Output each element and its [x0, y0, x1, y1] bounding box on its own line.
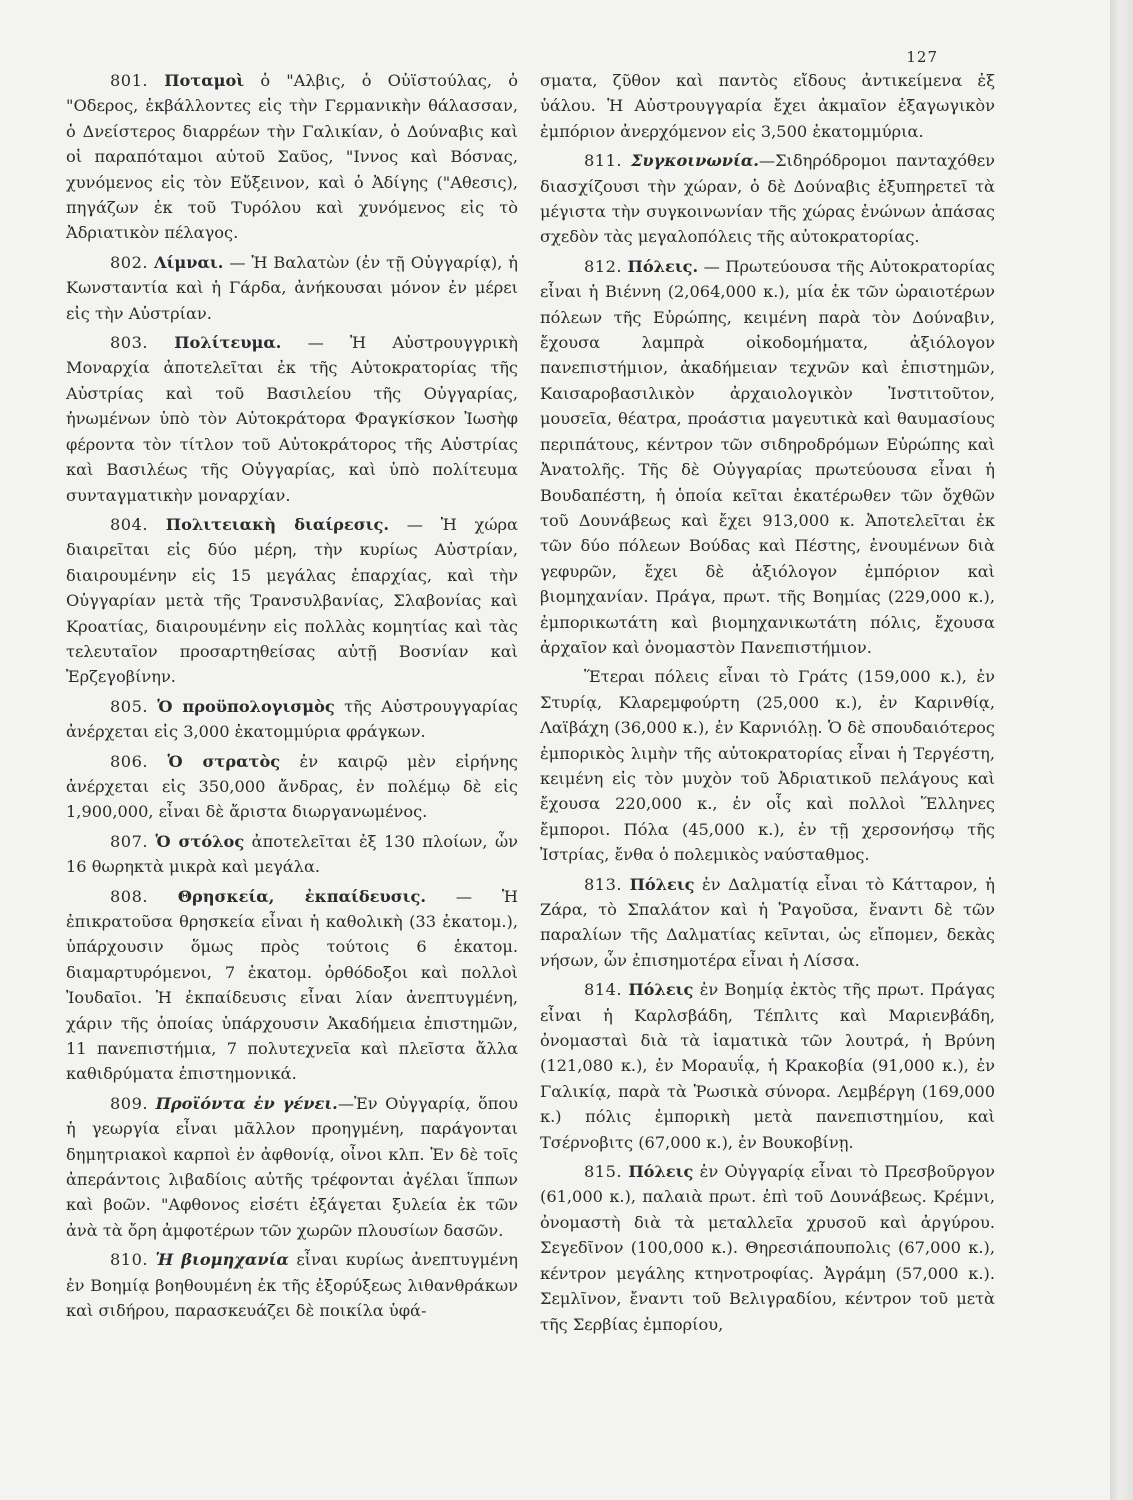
- right-column: [540, 68, 995, 1341]
- paragraph-810: 810. Ἡ βιομηχανία εἶναι κυρίως ἀνεπτυγμένη ἐν Βοημίᾳ βοηθουμένη ἐκ τῆς ἐξορύξεως λιθανθράκων καὶ σιδήρου, παρασκευάζει δὲ ποικίλα ὑφά-: [66, 1250, 518, 1321]
- paragraph-811: 811. Συγκοινωνία.—Σιδηρόδρομοι πανταχόθεν διασχίζουσι τὴν χώραν, ὁ δὲ Δούναβις ἐξυπηρετεῖ τὰ μέγιστα τὴν συγκοινωνίαν τῆς χώρας ἑνώνων ἁπάσας σχεδὸν τὰς μεγαλοπόλεις τῆς αὐτοκρατορίας.: [540, 151, 995, 247]
- paragraph-812-other-cities: Ἕτεραι πόλεις εἶναι τὸ Γράτς (159,000 κ.), ἐν Στυρίᾳ, Κλαρεμφούρτη (25,000 κ.), ἐν Καρινθίᾳ, Λαϊβάχη (36,000 κ.), ἐν Καρνιόλῃ. Ὁ δὲ σπουδαιότερος ἐμπορικὸς λιμὴν τῆς αὐτοκρατορίας εἶναι ἡ Τεργέστη, κειμένη εἰς τὸν μυχὸν τοῦ Ἀδριατικοῦ πελάγους καὶ ἔχουσα 220,000 κ., ἐν οἷς καὶ πολλοὶ Ἕλληνες ἔμποροι. Πόλα (45,000 κ.), ἐν τῇ χερσονήσῳ τῆς Ἰστρίας, ἔνθα ὁ πολεμικὸς ναύσταθμος.: [540, 667, 995, 865]
- paragraph-802: 802. Λίμναι. — Ἡ Βαλατὼν (ἐν τῇ Οὐγγαρίᾳ), ἡ Κωνσταντία καὶ ἡ Γάρδα, ἀνήκουσαι μόνον ἐν μέρει εἰς τὴν Αὐστρίαν.: [66, 252, 518, 323]
- paragraph-801: 801. Ποταμοὶ ὁ "Αλβις, ὁ Οὐϊστούλας, ὁ "Οδερος, ἐκβάλλοντες εἰς τὴν Γερμανικὴν θάλασσαν, ὁ Δνείστερος διαρρέων τὴν Γαλικίαν, ὁ Δούναβις καὶ οἱ παραπόταμοι αὐτοῦ Σαῦος, "Ιννος καὶ Βόσνας, χυνόμενος εἰς τὸν Εὔξεινον, καὶ ὁ Ἀδίγης ("Αθεσις), πηγάζων ἐκ τοῦ Τυρόλου καὶ χυνόμενος εἰς τὸ Ἀδριατικὸν πέλαγος.: [66, 71, 518, 243]
- paragraph-804: 804. Πολιτειακὴ διαίρεσις. — Ἡ χώρα διαιρεῖται εἰς δύο μέρη, τὴν κυρίως Αὐστρίαν, διαιρουμένην εἰς 15 μεγάλας ἐπαρχίας, καὶ τὴν Οὐγγαρίαν μετὰ τῆς Τρανσυλβανίας, Σλαβονίας καὶ Κροατίας, διαιρουμένην εἰς πολλὰς κομητίας καὶ τὰς τελευταῖον προσαρτηθείσας αὐτῇ Βοσνίαν καὶ Ἑρζεγοβίνην.: [66, 514, 518, 687]
- paragraph-803: 803. Πολίτευμα. — Ἡ Αὐστρουγγρικὴ Μοναρχία ἀποτελεῖται ἐκ τῆς Αὐτοκρατορίας τῆς Αὐστρίας καὶ τοῦ Βασιλείου τῆς Οὐγγαρίας, ἡνωμένων ὑπὸ τὸν Αὐτοκράτορα Φραγκίσκον Ἰωσὴφ φέροντα τὸν τίτλον τοῦ Αὐτοκράτορος τῆς Αὐστρίας καὶ Βασιλέως τῆς Οὐγγαρίας, καὶ ὑπὸ πολίτευμα συνταγματικὴν μοναρχίαν.: [66, 333, 518, 505]
- column-gutter: [529, 68, 530, 1388]
- page-number: 127: [906, 48, 938, 66]
- paragraph-806: 806. Ὁ στρατὸς ἐν καιρῷ μὲν εἰρήνης ἀνέρχεται εἰς 350,000 ἄνδρας, ἐν πολέμῳ δὲ εἰς 1,900,000, εἶναι δὲ ἄριστα διωργανωμένος.: [66, 751, 518, 822]
- page-edge-shadow: [1110, 0, 1133, 1500]
- paragraph-809: 809. Προϊόντα ἐν γένει.—Ἐν Οὐγγαρίᾳ, ὅπου ἡ γεωργία εἶναι μᾶλλον προηγμένη, παράγονται δημητριακοὶ καρποὶ ἐν ἀφθονίᾳ, οἶνοι κλπ. Ἐν δὲ τοῖς ἀπεράντοις λιβαδίοις αὐτῆς τρέφονται ἀγέλαι ἵππων καὶ βοῶν. "Αφθονος εἰσέτι ἐξάγεται ξυλεία ἐκ τῶν ἀνὰ τὰ ὄρη ἀμφοτέρων τῶν χωρῶν πλουσίων δασῶν.: [66, 1093, 518, 1240]
- left-column: [66, 68, 518, 1328]
- paragraph-810-continued: σματα, ζῦθον καὶ παντὸς εἴδους ἀντικείμενα ἐξ ὑάλου. Ἡ Αὐστρουγγαρία ἔχει ἀκμαῖον ἐξαγωγικὸν ἐμπόριον ἀνερχόμενον εἰς 3,500 ἑκατομμύρια.: [540, 71, 995, 141]
- paragraph-812: 812. Πόλεις. — Πρωτεύουσα τῆς Αὐτοκρατορίας εἶναι ἡ Βιέννη (2,064,000 κ.), μία ἐκ τῶν ὡραιοτέρων πόλεων τῆς Εὐρώπης, κειμένη παρὰ τὸν Δούναβιν, ἔχουσα λαμπρὰ οἰκοδομήματα, ἀξιόλογον πανεπιστήμιον, ἀκαδήμειαν τεχνῶν καὶ ἐπιστημῶν, Καισαροβασιλικὸν ἀρχαιολογικὸν Ἰνστιτοῦτον, μουσεῖα, θέατρα, προάστια μαγευτικὰ καὶ θαυμασίους περιπάτους, κέντρον τῶν σιδηροδρόμων Εὐρώπης καὶ Ἀνατολῆς. Τῆς δὲ Οὐγγαρίας πρωτεύουσα εἶναι ἡ Βουδαπέστη, ἡ ὁποία κεῖται ἑκατέρωθεν τῶν ὄχθῶν τοῦ Δουνάβεως καὶ ἔχει 913,000 κ. Ἀποτελεῖται ἐκ τῶν δύο πόλεων Βούδας καὶ Πέστης, ἑνουμένων διὰ γεφυρῶν, ἔχει δὲ ἀξιόλογον ἐμπόριον καὶ βιομηχανίαν. Πράγα, πρωτ. τῆς Βοημίας (229,000 κ.), ἐμπορικωτάτη καὶ βιομηχανικωτάτη πόλις, ἔχουσα ἀρχαῖον καὶ ὀνομαστὸν Πανεπιστήμιον.: [540, 256, 995, 657]
- paragraph-814: 814. Πόλεις ἐν Βοημίᾳ ἐκτὸς τῆς πρωτ. Πράγας εἶναι ἡ Καρλσβάδη, Τέπλιτς καὶ Μαριενβάδη, ὀνομασταὶ διὰ τὰ ἰαματικὰ τῶν λουτρά, ἡ Βρύνη (121,080 κ.), ἐν Μοραυΐᾳ, ἡ Κρακοβία (91,000 κ.), ἐν Γαλικίᾳ, παρὰ τὰ Ῥωσικὰ σύνορα. Λεμβέργη (169,000 κ.) πόλις ἐμπορικὴ μετὰ πανεπιστημίου, καὶ Τσέρνοβιτς (67,000 κ.), ἐν Βουκοβίνῃ.: [540, 980, 995, 1152]
- paragraph-808: 808. Θρησκεία, ἐκπαίδευσις. — Ἡ ἐπικρατοῦσα θρησκεία εἶναι ἡ καθολικὴ (33 ἑκατομ.), ὑπάρχουσιν ὅμως πρὸς τούτοις 6 ἑκατομ. διαμαρτυρόμενοι, 7 ἑκατομ. ὀρθόδοξοι καὶ πολλοὶ Ἰουδαῖοι. Ἡ ἐκπαίδευσις εἶναι λίαν ἀνεπτυγμένη, χάριν τῆς ὁποίας ὑπάρχουσιν Ἀκαδήμεια ἐπιστημῶν, 11 πανεπιστήμια, 7 πολυτεχνεῖα καὶ πλεῖστα ἄλλα καθιδρύματα ἐπιστημονικά.: [66, 886, 518, 1084]
- paragraph-815: 815. Πόλεις ἐν Οὐγγαρίᾳ εἶναι τὸ Πρεσβοῦργον (61,000 κ.), παλαιὰ πρωτ. ἐπὶ τοῦ Δουνάβεως. Κρέμνι, ὀνομαστὴ διὰ τὰ μεταλλεῖα χρυσοῦ καὶ ἀργύρου. Σεγεδῖνον (100,000 κ.). Θηρεσιάπουπολις (67,000 κ.), κέντρον μεγάλης κτηνοτροφίας. Ἀγράμη (57,000 κ.). Σεμλῖνον, ἔναντι τοῦ Βελιγραδίου, κέντρον τοῦ μετὰ τῆς Σερβίας ἐμπορίου,: [540, 1162, 995, 1334]
- paragraph-807: 807. Ὁ στόλος ἀποτελεῖται ἐξ 130 πλοίων, ὧν 16 θωρηκτὰ μικρὰ καὶ μεγάλα.: [66, 831, 518, 877]
- paragraph-813: 813. Πόλεις ἐν Δαλματίᾳ εἶναι τὸ Κάτταρον, ἡ Ζάρα, τὸ Σπαλάτον καὶ ἡ Ῥαγοῦσα, ἔναντι δὲ τῶν παραλίων τῆς Δαλματίας κεῖνται, ὡς εἴπομεν, δεκὰς νήσων, ὧν ἐπισημοτέρα εἶναι ἡ Λίσσα.: [540, 874, 996, 970]
- paragraph-805: 805. Ὁ προϋπολογισμὸς τῆς Αὐστρουγγαρίας ἀνέρχεται εἰς 3,000 ἑκατομμύρια φράγκων.: [66, 696, 518, 742]
